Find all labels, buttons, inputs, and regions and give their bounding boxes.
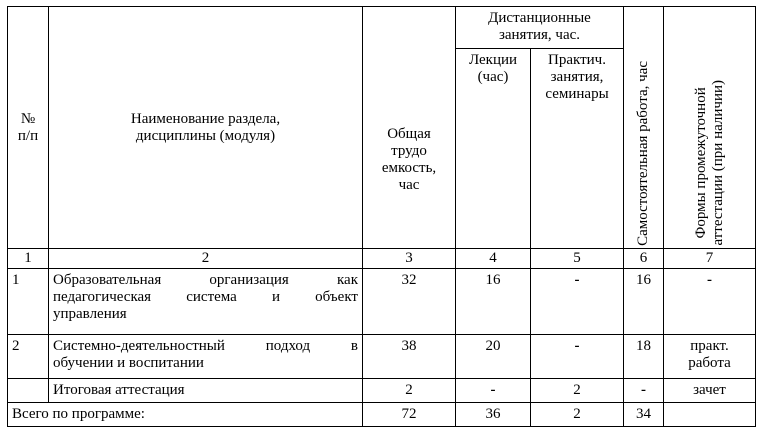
- table-row: [8, 379, 756, 403]
- header-practice-cell: [531, 49, 624, 249]
- row-lectures: 20: [456, 335, 531, 379]
- row-attestation-cell: [664, 335, 756, 379]
- numbering-cell: 3: [363, 249, 456, 269]
- table-row: [8, 335, 756, 379]
- row-name-cell: [49, 269, 363, 335]
- numbering-cell: 7: [664, 249, 756, 269]
- header-selfwork: Самостоятельная работа, час: [635, 61, 651, 246]
- header-attestation-line2: аттестации (при наличии): [709, 80, 726, 246]
- total-lectures: 36: [456, 403, 531, 427]
- curriculum-table: [7, 6, 756, 427]
- row-number: 1: [8, 269, 49, 335]
- header-total-cell: [363, 7, 456, 249]
- header-number: № п/п: [17, 110, 39, 144]
- header-total: Общая трудо емкость, час: [381, 125, 437, 193]
- row-practice: -: [531, 269, 624, 335]
- header-selfwork-cell: [624, 7, 664, 249]
- row-lectures: -: [456, 379, 531, 403]
- numbering-cell: 1: [8, 249, 49, 269]
- row-name-line: обучении и воспитании: [53, 355, 204, 371]
- header-practice: Практич. занятия, семинары: [545, 52, 609, 102]
- header-lectures: Лекции (час): [468, 52, 518, 85]
- row-name-line: Образовательная организация как: [53, 272, 358, 288]
- total-selfwork: 34: [624, 403, 664, 427]
- numbering-row: [8, 249, 756, 269]
- row-name-line: Системно-деятельностный подход в: [53, 338, 358, 354]
- header-attestation-line1: Формы промежуточной: [692, 87, 709, 239]
- row-total: 2: [363, 379, 456, 403]
- row-selfwork: -: [624, 379, 664, 403]
- row-attestation: зачет: [664, 379, 756, 403]
- row-name: Итоговая аттестация: [49, 379, 363, 403]
- total-hours: 72: [363, 403, 456, 427]
- row-name-line: управления: [53, 306, 127, 322]
- row-lectures: 16: [456, 269, 531, 335]
- header-distance-cell: [456, 7, 624, 49]
- header-attestation: [693, 80, 727, 246]
- header-name: Наименование раздела, дисциплины (модуля): [130, 110, 281, 144]
- row-total: 38: [363, 335, 456, 379]
- total-practice: 2: [531, 403, 624, 427]
- numbering-cell: 6: [624, 249, 664, 269]
- row-practice: -: [531, 335, 624, 379]
- header-number-cell: [8, 7, 49, 249]
- row-selfwork: 18: [624, 335, 664, 379]
- numbering-cell: 5: [531, 249, 624, 269]
- header-name-cell: [49, 7, 363, 249]
- row-selfwork: 16: [624, 269, 664, 335]
- row-attestation-line: работа: [688, 355, 731, 371]
- row-total: 32: [363, 269, 456, 335]
- header-row-1: [8, 7, 756, 49]
- row-name-line: педагогическая система и объект: [53, 289, 358, 305]
- row-attestation: -: [664, 269, 756, 335]
- row-number: 2: [8, 335, 49, 379]
- row-practice: 2: [531, 379, 624, 403]
- total-attestation: [664, 403, 756, 427]
- header-lectures-cell: [456, 49, 531, 249]
- numbering-cell: 4: [456, 249, 531, 269]
- total-label: Всего по программе:: [8, 403, 363, 427]
- table-row: [8, 269, 756, 335]
- row-name-cell: [49, 335, 363, 379]
- total-row: [8, 403, 756, 427]
- header-attestation-cell: [664, 7, 756, 249]
- header-distance: Дистанционные занятия, час.: [488, 10, 591, 43]
- row-attestation-line: практ.: [690, 338, 729, 354]
- row-number: [8, 379, 49, 403]
- numbering-cell: 2: [49, 249, 363, 269]
